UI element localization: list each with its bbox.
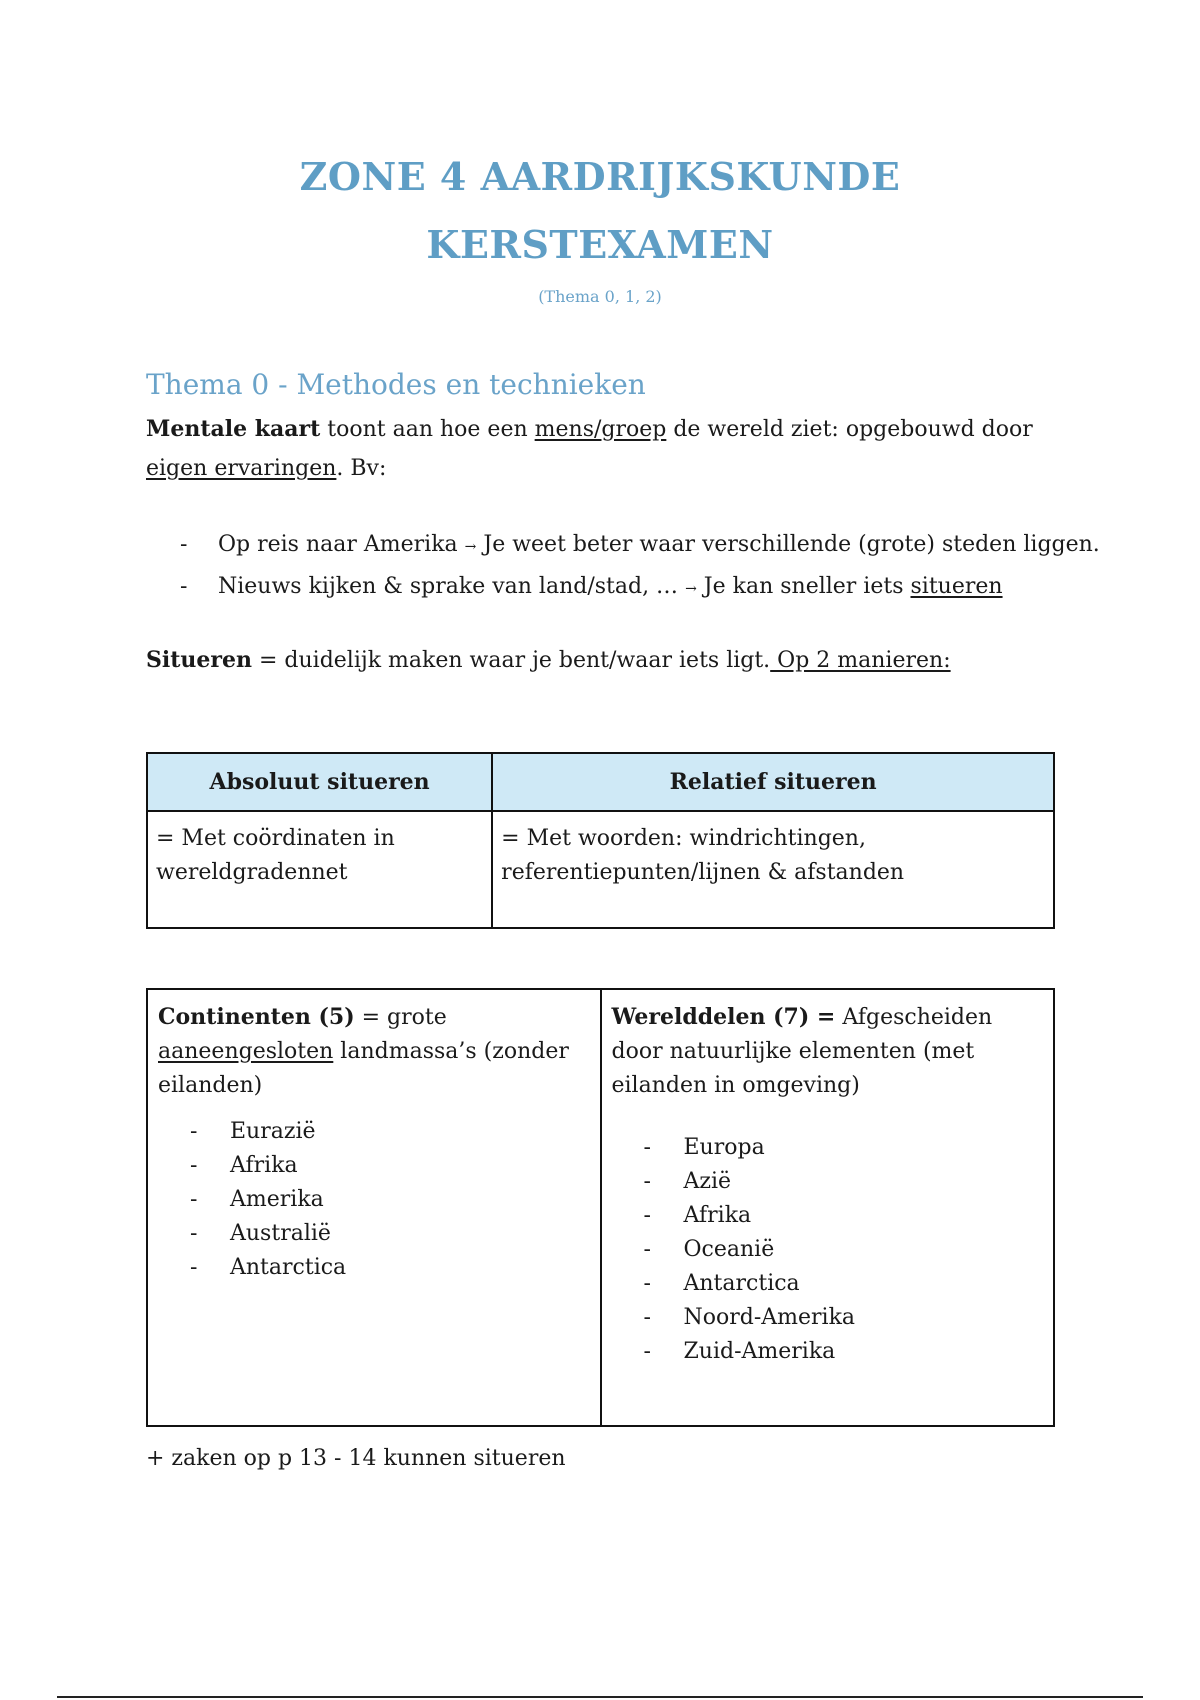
continent-name: Eurazië (230, 1119, 316, 1144)
list-item (190, 1115, 590, 1149)
arrow-right-icon: → (685, 581, 697, 597)
continents-list (158, 1115, 590, 1285)
continents-definition (158, 1000, 590, 1103)
list-item (644, 1335, 1044, 1369)
bullet-dash: - (180, 532, 188, 557)
continents-table (146, 988, 1055, 1427)
bullet-dash: - (190, 1153, 198, 1178)
mental-map-text-1: toont aan hoe een (320, 417, 535, 442)
example-text-a: Nieuws kijken & sprake van land/stad, … (218, 574, 686, 599)
header-absoluut: Absoluut situeren (147, 753, 492, 811)
bullet-dash: - (643, 1237, 651, 1262)
list-item (180, 525, 1100, 567)
table-row (147, 811, 1054, 928)
example-text-a: Op reis naar Amerika (218, 532, 465, 557)
list-item (644, 1233, 1044, 1267)
continent-name: Antarctica (230, 1255, 347, 1280)
situeren-paragraph (146, 641, 1066, 680)
arrow-right-icon: → (464, 539, 477, 555)
list-item (644, 1131, 1044, 1165)
mental-map-text-3: . Bv: (336, 456, 387, 481)
werelddelen-term: Werelddelen (7) = (611, 1004, 836, 1030)
bullet-dash: - (180, 574, 188, 599)
list-item (644, 1267, 1044, 1301)
bullet-dash: - (190, 1255, 198, 1280)
mental-map-paragraph (146, 410, 1066, 488)
list-item (190, 1183, 590, 1217)
continent-name: Afrika (230, 1153, 298, 1178)
bullet-dash: - (190, 1187, 198, 1212)
page-bottom-divider (57, 1696, 1143, 1698)
bullet-dash: - (643, 1169, 651, 1194)
continents-term: Continenten (5) (158, 1004, 355, 1030)
bullet-dash: - (643, 1135, 651, 1160)
mental-map-underlined-1: mens/groep (534, 417, 667, 442)
table-row (147, 989, 1054, 1426)
situeren-term: Situeren (146, 647, 252, 673)
continents-underlined: aaneengesloten (158, 1039, 334, 1064)
example-text-b: Je weet beter waar verschillende (grote) steden liggen. (476, 532, 1100, 557)
situeren-table (146, 752, 1055, 929)
list-item (190, 1217, 590, 1251)
werelddeel-name: Europa (683, 1135, 765, 1160)
werelddelen-text: Afgescheiden door natuurlijke elementen (met eilanden in omgeving) (611, 1005, 993, 1098)
werelddeel-name: Azië (683, 1169, 732, 1194)
werelddeel-name: Oceanië (683, 1237, 775, 1262)
header-relatief: Relatief situeren (492, 753, 1054, 811)
werelddelen-definition (612, 1000, 1044, 1103)
document-title-line-2: KERSTEXAMEN (426, 222, 774, 267)
bullet-dash: - (190, 1119, 198, 1144)
list-item (644, 1165, 1044, 1199)
bullet-dash: - (643, 1305, 651, 1330)
cell-relatief: = Met woorden: windrichtingen, referentiepunten/lijnen & afstanden (492, 811, 1054, 928)
continents-text-2: landmassa’s (zonder eilanden) (158, 1039, 569, 1098)
mental-map-term: Mentale kaart (146, 416, 321, 442)
section-heading: Thema 0 - Methodes en technieken (146, 368, 646, 401)
continent-name: Australië (230, 1221, 331, 1246)
continent-name: Amerika (230, 1187, 324, 1212)
list-item (190, 1251, 590, 1285)
list-item (180, 567, 1100, 609)
list-item (190, 1149, 590, 1183)
example-text-b: Je kan sneller iets (696, 574, 911, 599)
werelddeel-name: Antarctica (683, 1271, 800, 1296)
document-title-line-1: ZONE 4 AARDRIJKSKUNDE (299, 154, 901, 199)
bullet-dash: - (643, 1339, 651, 1364)
werelddelen-cell (601, 989, 1055, 1426)
document-subtitle: (Thema 0, 1, 2) (538, 287, 662, 306)
werelddeel-name: Afrika (683, 1203, 752, 1228)
example-underlined: situeren (910, 574, 1003, 599)
footnote: + zaken op p 13 - 14 kunnen situeren (146, 1446, 566, 1471)
examples-list (180, 525, 1100, 609)
continents-cell (147, 989, 601, 1426)
table-header-row (147, 753, 1054, 811)
situeren-underlined: Op 2 manieren: (770, 648, 951, 673)
bullet-dash: - (643, 1203, 651, 1228)
bullet-dash: - (643, 1271, 651, 1296)
werelddeel-name: Noord-Amerika (683, 1305, 856, 1330)
cell-absoluut: = Met coördinaten in wereldgradennet (147, 811, 492, 928)
mental-map-text-2: de wereld ziet: opgebouwd door (666, 417, 1033, 442)
situeren-text: = duidelijk maken waar je bent/waar iets ligt. (251, 648, 771, 673)
continents-text-1: = grote (354, 1005, 447, 1030)
bullet-dash: - (190, 1221, 198, 1246)
list-item (644, 1301, 1044, 1335)
werelddeel-name: Zuid-Amerika (683, 1339, 836, 1364)
mental-map-underlined-2: eigen ervaringen (146, 456, 337, 481)
werelddelen-list (612, 1131, 1044, 1369)
list-item (644, 1199, 1044, 1233)
